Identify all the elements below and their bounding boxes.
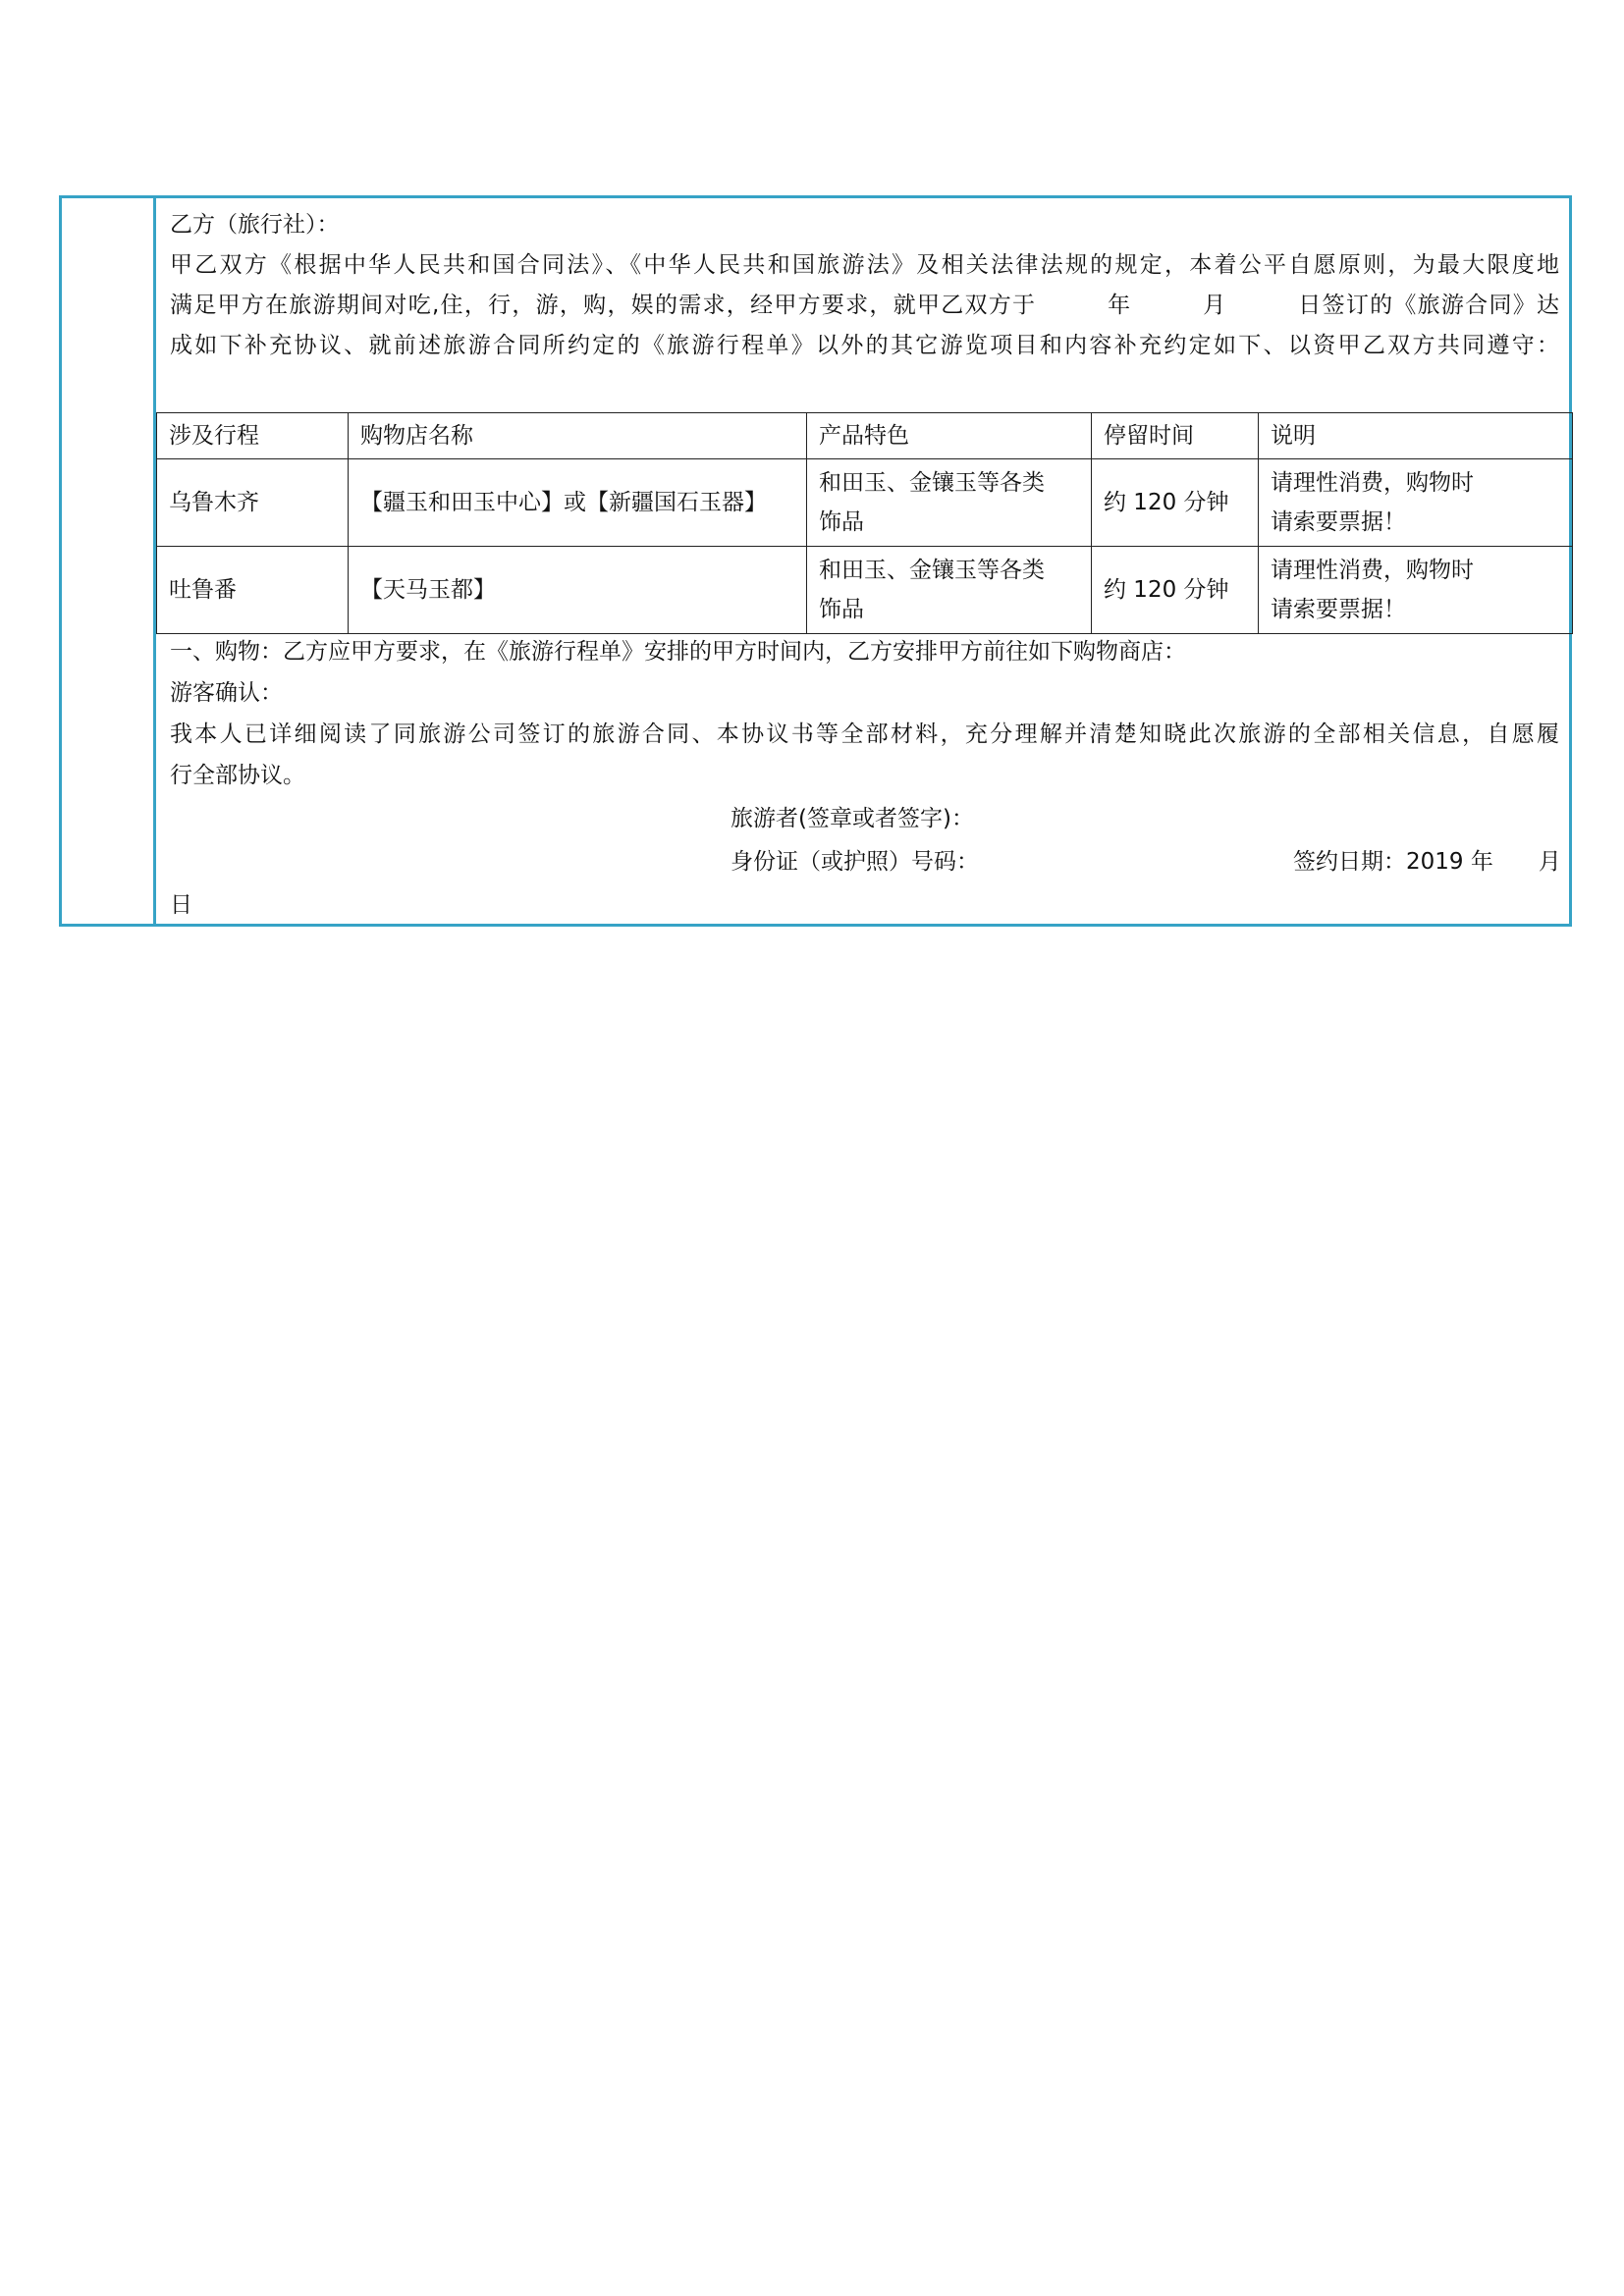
cell-note [1259,547,1573,634]
intro-line-2: 满足甲方在旅游期间对吃,住，行，游，购，娱的需求，经甲方要求，就甲乙双方于 年 月 日签订的《旅游合同》达 [170,293,1559,318]
cell-duration: 约 120 分钟 [1092,459,1259,547]
cell-note-line1: 请理性消费，购物时 [1271,558,1474,583]
cell-note-line2: 请索要票据！ [1271,509,1406,535]
confirmation-text-line-2: 行全部协议。 [170,763,305,788]
agreement-content [156,198,1569,924]
sign-date-label: 签约日期：2019 年 月 [1293,849,1561,875]
cell-route: 乌鲁木齐 [157,459,349,547]
header-duration: 停留时间 [1092,413,1259,459]
table-header-row [157,413,1573,459]
shopping-table [156,412,1573,634]
traveler-signature-label: 旅游者(签章或者签字)： [731,806,974,831]
confirmation-label: 游客确认： [170,680,283,706]
cell-note-line2: 请索要票据！ [1271,597,1406,622]
sign-date-day: 日 [170,892,192,918]
header-product: 产品特色 [807,413,1092,459]
header-store: 购物店名称 [349,413,807,459]
cell-product [807,547,1092,634]
confirmation-text-line-1: 我本人已详细阅读了同旅游公司签订的旅游合同、本协议书等全部材料，充分理解并清楚知晓此次旅游的全部相关信息，自愿履 [170,721,1559,747]
id-number-label: 身份证（或护照）号码： [731,849,979,875]
intro-line-1: 甲乙双方《根据中华人民共和国合同法》、《中华人民共和国旅游法》及相关法律法规的规定，本着公平自愿原则，为最大限度地 [170,252,1559,278]
cell-store: 【天马玉都】 [349,547,807,634]
party-b-label: 乙方（旅行社）： [170,212,340,238]
cell-store: 【疆玉和田玉中心】或【新疆国石玉器】 [349,459,807,547]
cell-note-line1: 请理性消费，购物时 [1271,470,1474,496]
header-route: 涉及行程 [157,413,349,459]
cell-note [1259,459,1573,547]
cell-product-line1: 和田玉、金镶玉等各类 [819,470,1045,496]
cell-duration: 约 120 分钟 [1092,547,1259,634]
intro-line-3: 成如下补充协议、就前述旅游合同所约定的《旅游行程单》以外的其它游览项目和内容补充约定如下、以资甲乙双方共同遵守： [170,333,1559,358]
header-note: 说明 [1259,413,1573,459]
cell-product-line2: 饰品 [819,509,864,535]
shopping-clause: 一、购物：乙方应甲方要求，在《旅游行程单》安排的甲方时间内，乙方安排甲方前往如下购物商店： [170,639,1186,665]
cell-route: 吐鲁番 [157,547,349,634]
cell-product-line2: 饰品 [819,597,864,622]
table-row [157,459,1573,547]
agreement-frame [59,195,1572,927]
cell-product [807,459,1092,547]
cell-product-line1: 和田玉、金镶玉等各类 [819,558,1045,583]
table-row [157,547,1573,634]
